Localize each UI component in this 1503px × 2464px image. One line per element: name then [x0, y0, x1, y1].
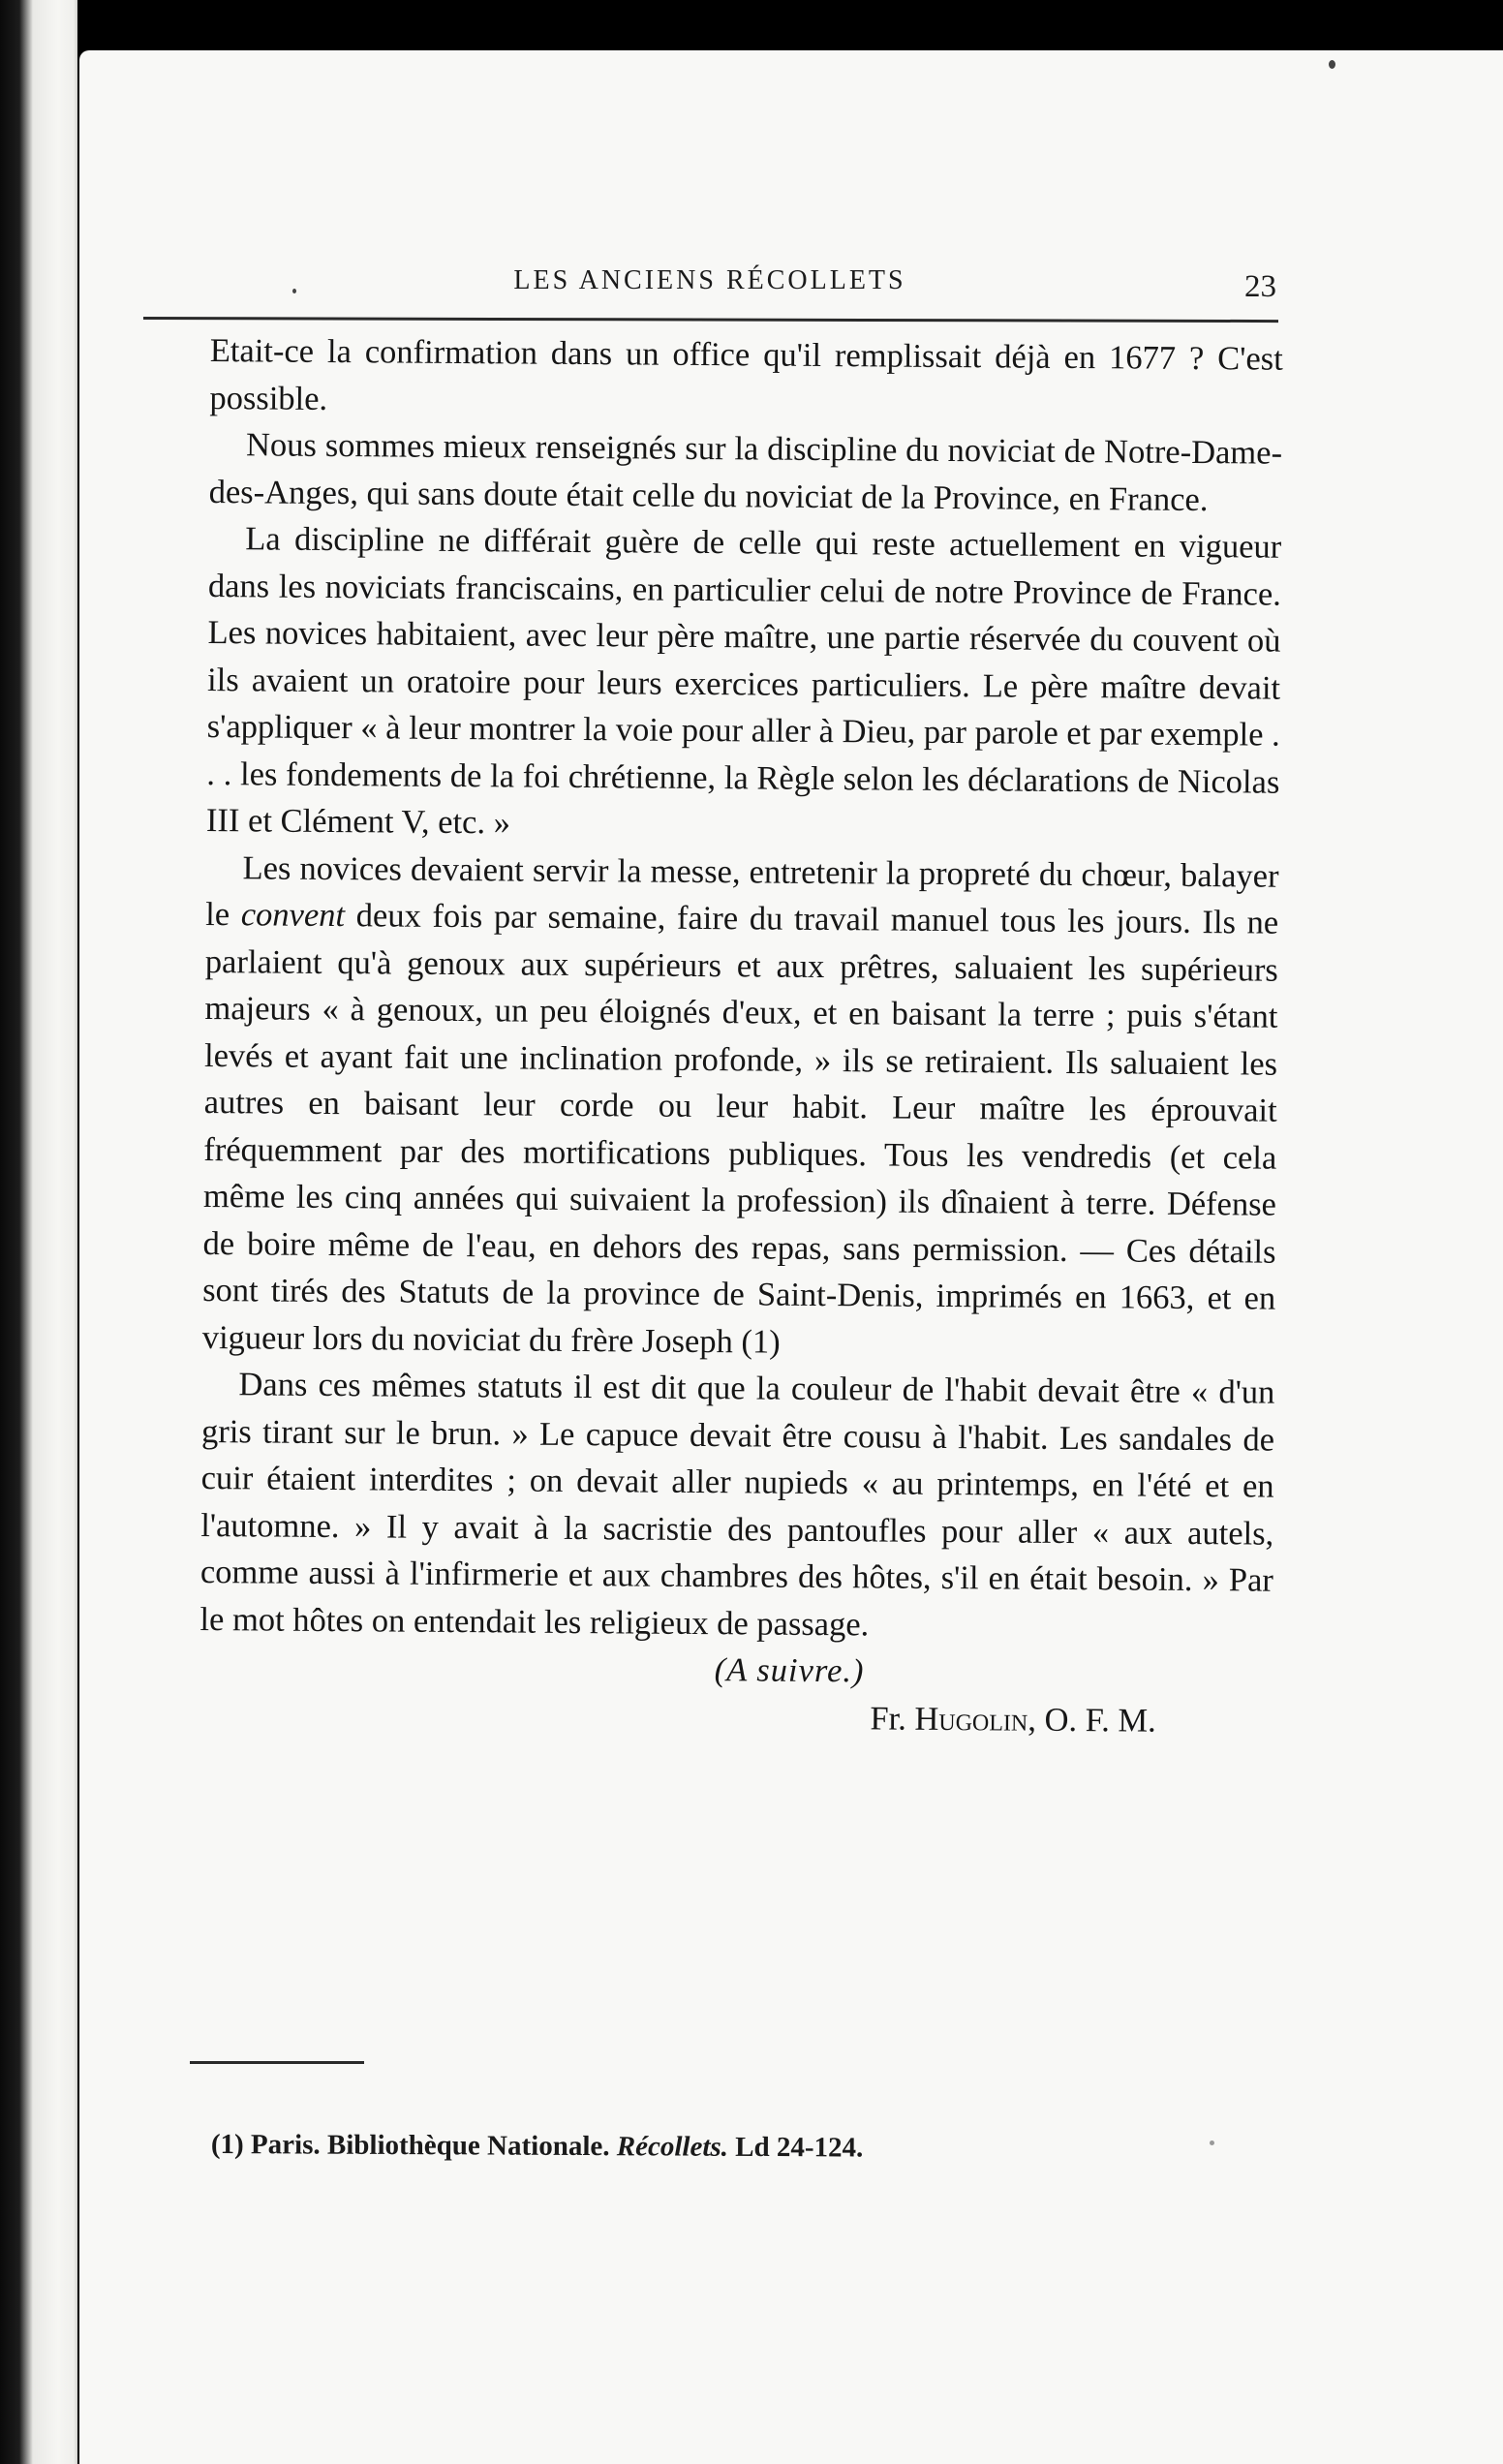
footnote-italic: Récollets.: [616, 2131, 729, 2163]
scan-speck: [1210, 2141, 1214, 2145]
running-title: LES ANCIENS RÉCOLLETS: [513, 265, 906, 295]
footnote: [211, 2129, 864, 2165]
to-be-continued: (A suivre.): [714, 1651, 865, 1690]
signature-name: Hugolin: [914, 1700, 1028, 1739]
paragraph-5: Dans ces mêmes statuts il est dit que la couleur de l'habit devait être « d'un gris tirant sur le brun. » Le capuce devait être cousu à l'habit. Les sandales de cuir étaient interdites ; on devait aller nupieds « au printemps, en l'été et en l'automne. » Il y avait à la sacristie des pantoufles pour aller « aux autels, comme aussi à l'infirmerie et aux chambres des hôtes, s'il en était besoin. » Par le mot hôtes on entendait les religieux de passage.: [199, 1366, 1275, 1643]
footnote-marker: (1) Paris. Bibliothèque Nationale.: [210, 2129, 617, 2163]
paragraph-4: [202, 844, 1279, 1369]
paragraph-4-end: deux fois par semaine, faire du travail manuel tous les jours. Ils ne parlaient qu'à genoux aux supérieurs et aux prêtres, saluaient les supérieurs majeurs « à genoux, un peu éloignés d'eux, et en baisant la terre ; puis s'étant levés et ayant fait une inclination profonde, » ils se retiraient. Ils saluaient les autres en baisant leur corde ou leur habit. Leur maître les éprouvait fréquemment par des mortifications publiques. Tous les vendredis (et cela même les cinq années qui suivaient la profession) ils dînaient à terre. Défense de boire même de l'eau, en dehors des repas, sans permission. — Ces détails sont tirés des Statuts de la province de Saint-Denis, imprimés en 1663, et en vigueur lors du noviciat du frère Joseph (1): [201, 897, 1279, 1361]
previous-page-edge: [0, 0, 77, 2464]
signature-suffix: , O. F. M.: [1028, 1701, 1156, 1740]
page-number: 23: [1244, 269, 1276, 304]
running-head: [143, 250, 1276, 308]
paragraph-4-italic: convent: [240, 896, 346, 935]
paragraph-2: Nous sommes mieux renseignés sur la discipline du noviciat de Notre-Dame-des-Anges, qui sans doute était celle du noviciat de la Province, en France.: [208, 426, 1283, 518]
article-body: [199, 327, 1283, 1745]
footnote-rule: [190, 2061, 364, 2064]
paragraph-4-start: Les novices devaient servir la messe, entretenir la propreté du chœur, balayer le: [205, 848, 1279, 934]
scan-speck: [1329, 60, 1335, 69]
author-signature: [199, 1689, 1273, 1744]
paragraph-1: Etait-ce la confirmation dans un office qu'il remplissait déjà en 1677 ? C'est possible.: [209, 331, 1283, 417]
footnote-rest: Ld 24-124.: [727, 2131, 864, 2164]
paragraph-3: La discipline ne différait guère de celle qui reste actuellement en vigueur dans les noviciats franciscains, en particulier celui de notre Province de France. Les novices habitaient, avec leur père maître, une partie réservée du couvent où ils avaient un oratoire pour leurs exercices particuliers. Le père maître devait s'appliquer « à leur montrer la voie pour aller à Dieu, par parole et par exemple . . . les fondements de la foi chrétienne, la Règle selon les déclarations de Nicolas III et Clément V, etc. »: [205, 520, 1282, 842]
signature-prefix: Fr.: [870, 1699, 915, 1738]
